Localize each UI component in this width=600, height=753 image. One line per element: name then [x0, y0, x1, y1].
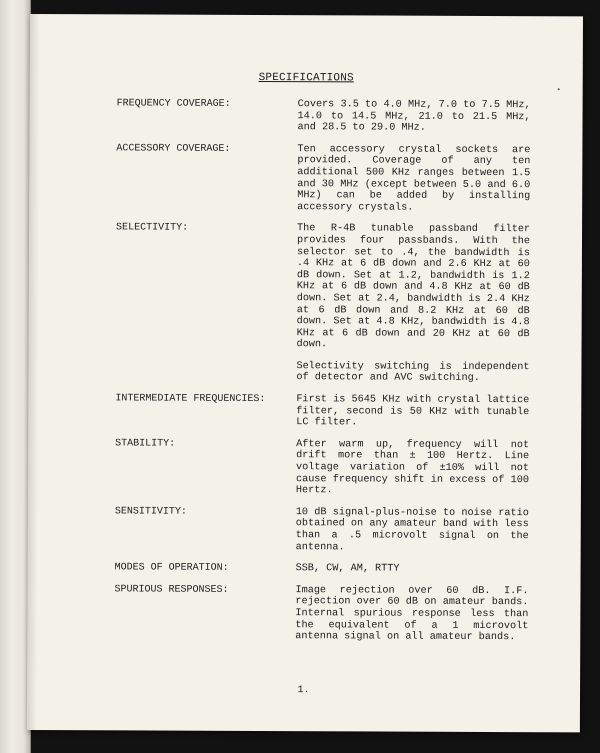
spec-paragraph: Covers 3.5 to 4.0 MHz, 7.0 to 7.5 MHz, 14.0 to 14.5 MHz, 21.0 to 21.5 MHz, and 28.5 to 29.0 MHz.	[297, 99, 531, 134]
spec-row	[115, 506, 555, 554]
page-number: 1.	[297, 685, 310, 697]
document-page	[27, 14, 583, 732]
spec-value	[296, 439, 529, 498]
spec-label: INTERMEDIATE FREQUENCIES:	[115, 393, 266, 406]
binding-shadow	[27, 14, 40, 730]
spec-paragraph: After warm up, frequency will not drift more than ± 100 Hertz. Line voltage variation of ±10% will not cause frequency shift in excess of 100 Hertz.	[295, 439, 530, 497]
spec-value	[296, 507, 529, 554]
spec-row	[116, 98, 556, 135]
spec-row	[115, 393, 555, 430]
spec-value	[297, 144, 530, 215]
spec-row	[115, 563, 555, 577]
spec-list	[114, 98, 556, 654]
spec-paragraph: Selectivity switching is independent of detector and AVC switching.	[296, 361, 530, 385]
spec-label: SENSITIVITY:	[114, 506, 187, 518]
page-title: SPECIFICATIONS	[258, 71, 354, 85]
spec-paragraph: Ten accessory crystal sockets are provided. Coverage of any ten additional 500 KHz ranges between 1.5 and 30 MHz (except between 5.0 and 6.0 MHz) can be added by installing accessory crystals.	[297, 143, 531, 214]
spec-row	[115, 223, 556, 386]
spec-label: STABILITY:	[115, 438, 176, 450]
spec-label: ACCESSORY COVERAGE:	[116, 143, 231, 155]
spec-row	[114, 584, 554, 644]
spec-value	[296, 563, 529, 576]
spec-label: SELECTIVITY:	[116, 222, 189, 235]
spec-row	[116, 143, 556, 214]
spec-label: MODES OF OPERATION:	[114, 562, 229, 575]
spec-value	[296, 394, 529, 430]
paper-speck	[558, 88, 560, 90]
spec-paragraph: 10 dB signal-plus-noise to noise ratio obtained on any amateur band with less than a .5 microvolt signal on the antenna.	[295, 506, 529, 553]
spec-value	[295, 585, 528, 644]
spec-paragraph: SSB, CW, AM, RTTY	[295, 563, 400, 575]
spec-paragraph: The R-4B tunable passband filter provides four passbands. With the selector set to .4, the bandwidth is .4 KHz at 6 dB down and 2.6 KHz at 60 dB down. Set at 1.2, bandwidth is 1.2 KHz at 6 dB down and 4.8 KHz at 60 dB down. Set at 2.4, bandwidth is 2.4 KHz at 6 dB down and 8.2 KHz at 60 dB down. Set at 4.8 KHz, bandwidth is 4.8 KHz at 6 dB down and 20 KHz at 60 dB down.	[296, 223, 531, 351]
spec-paragraph: Image rejection over 60 dB. I.F. rejection over 60 dB on amateur bands. Internal spurious response less than the equivalent of a 1 microvolt antenna signal on all amateur bands.	[295, 584, 529, 644]
spec-value	[297, 99, 530, 135]
spec-value	[296, 224, 530, 386]
spec-label: FREQUENCY COVERAGE:	[116, 98, 231, 110]
spec-paragraph: First is 5645 KHz with crystal lattice filter, second is 50 KHz with tunable LC filter.	[296, 394, 530, 429]
spec-label: SPURIOUS RESPONSES:	[114, 584, 229, 596]
spec-row	[115, 438, 555, 498]
